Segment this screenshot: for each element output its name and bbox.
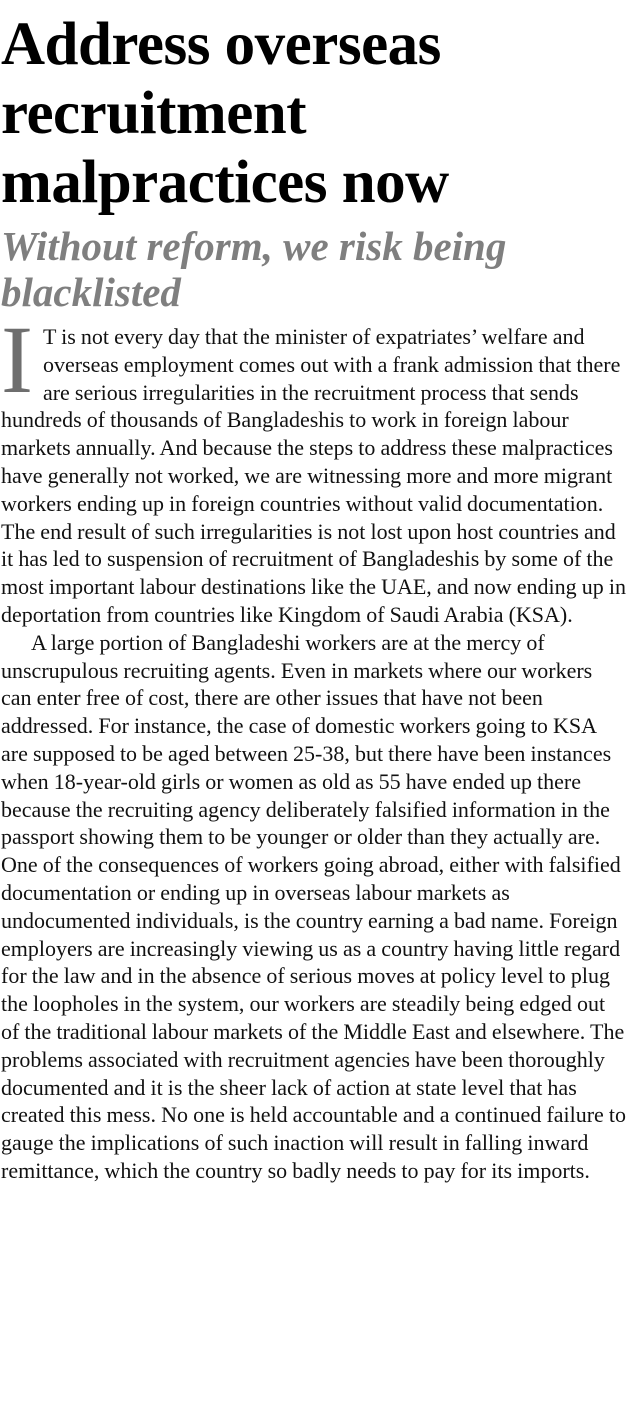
article-body (1, 306, 627, 1185)
drop-cap: I (1, 306, 33, 413)
paragraph-1 (1, 306, 627, 629)
subheadline: Without reform, we risk being blacklisted (1, 223, 507, 315)
paragraph-1-text: T is not every day that the minister of expatriates’ welfare and overseas employment comes out with a frank admission that there are serious irregularities in the recruitment process that sends hundreds of thousands of Bangladeshis to work in foreign labour markets annually. And because the steps to address these malpractices have generally not worked, we are witnessing more and more migrant workers ending up in foreign countries without valid documentation. The end result of such irregularities is not lost upon host countries and it has led to suspension of recruitment of Bangladeshis by some of the most important labour destinations like the UAE, and now ending up in deportation from countries like Kingdom of Saudi Arabia (KSA). (1, 324, 626, 627)
headline: Address overseas recruitment malpractices now (1, 11, 449, 216)
paragraph-2: A large portion of Bangladeshi workers are at the mercy of unscrupulous recruiting agents. Even in markets where our workers can enter free of cost, there are other issues that have not been addressed. For instance, the case of domestic workers going to KSA are supposed to be aged between 25-38, but there have been instances when 18-year-old girls or women as old as 55 have ended up there because the recruiting agency deliberately falsified information in the passport showing them to be younger or older than they actually are. One of the consequences of workers going abroad, either with falsified documentation or ending up in overseas labour markets as undocumented individuals, is the country earning a bad name. Foreign employers are increasingly viewing us as a country having little regard for the law and in the absence of serious moves at policy level to plug the loopholes in the system, our workers are steadily being edged out of the traditional labour markets of the Middle East and elsewhere. The problems associated with recruitment agencies have been thoroughly documented and it is the sheer lack of action at state level that has created this mess. No one is held accountable and a continued failure to gauge the implications of such inaction will result in falling inward remittance, which the country so badly needs to pay for its imports. (1, 629, 627, 1183)
